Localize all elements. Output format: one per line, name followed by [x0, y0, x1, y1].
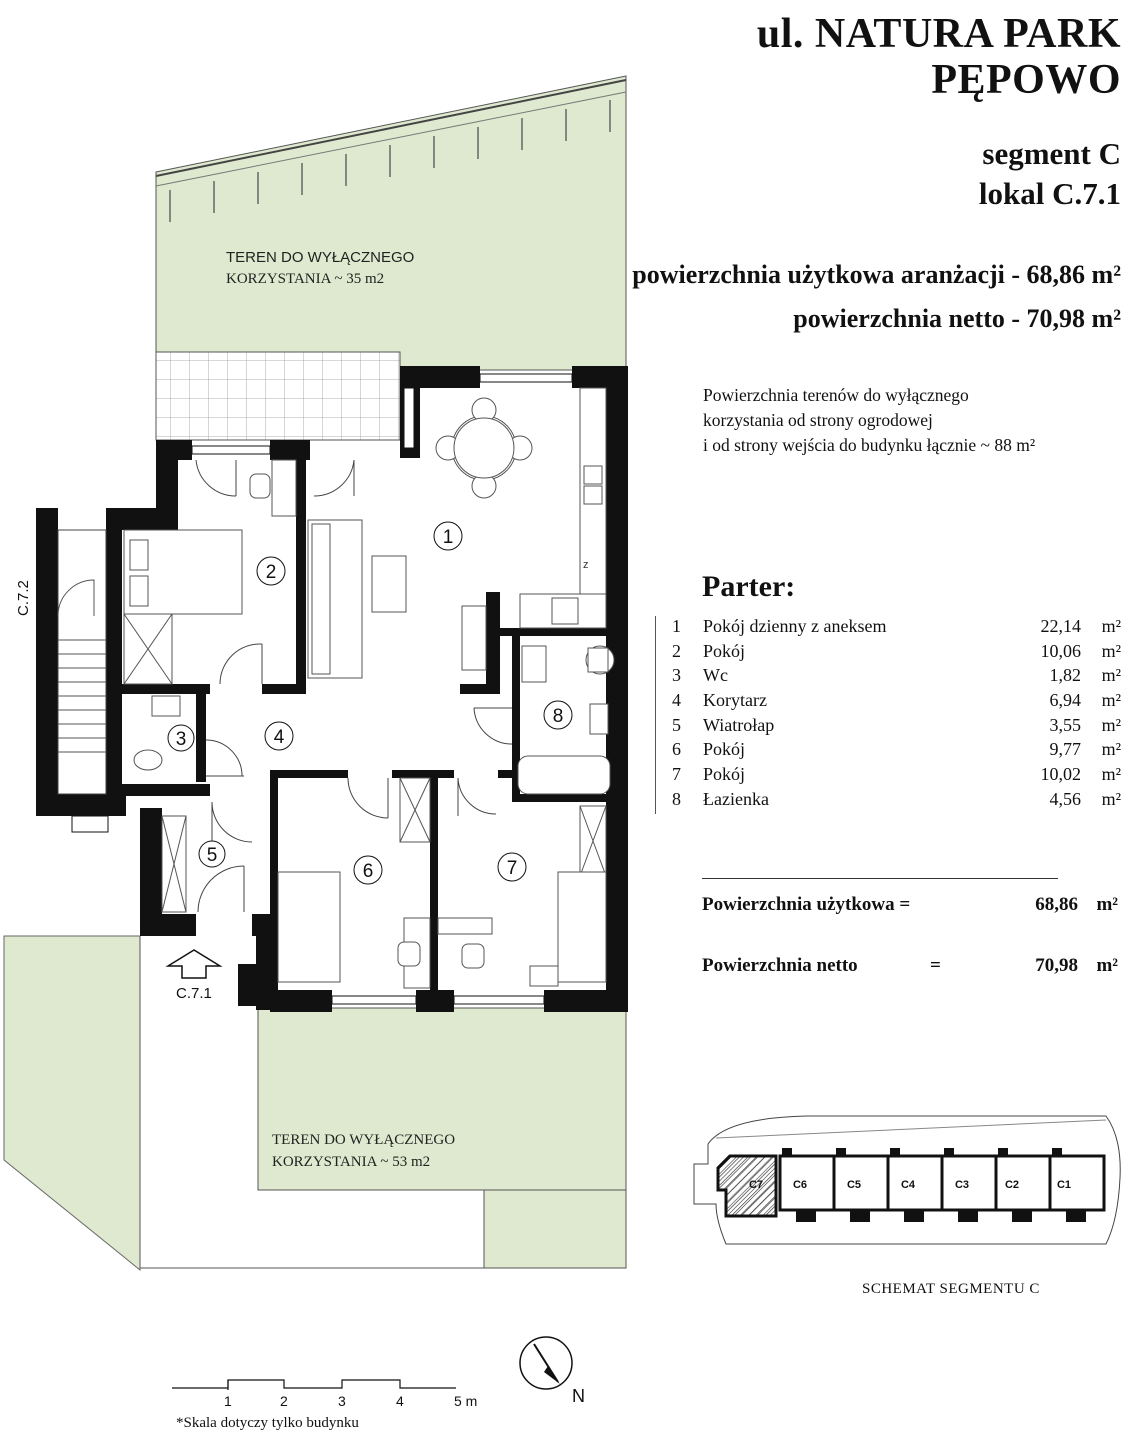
room-number-8: 8 — [552, 706, 564, 727]
room-number-6: 6 — [362, 861, 374, 882]
schema-segment-c5: C5 — [846, 1179, 862, 1191]
room-row: 5 Wiatrołap 3,55 m² — [672, 714, 1121, 735]
totals-divider — [702, 878, 1058, 879]
floor-heading: Parter: — [702, 570, 796, 603]
scale-bar — [172, 1380, 456, 1390]
entrance-arrow-icon — [168, 950, 220, 978]
note-line-1: Powierzchnia terenów do wyłącznego — [703, 385, 969, 405]
schema-label: SCHEMAT SEGMENTU C — [862, 1281, 1040, 1297]
street-title: ul. NATURA PARK — [756, 11, 1121, 57]
garden-top-label-2: KORZYSTANIA ~ 35 m2 — [226, 271, 385, 287]
room-number-2: 2 — [265, 562, 277, 583]
room-row: 4 Korytarz 6,94 m² — [672, 690, 1121, 711]
garden-bottom-label-1: TEREN DO WYŁĄCZNEGO — [272, 1132, 456, 1148]
terrace — [156, 352, 400, 440]
schema-segment-c7: C7 — [748, 1179, 764, 1191]
room-row: 1 Pokój dzienny z aneksem 22,14 m² — [672, 616, 1121, 636]
usable-area-arrangement: powierzchnia użytkowa aranżacji - 68,86 m² — [632, 260, 1121, 289]
segment-schema — [686, 1108, 1126, 1248]
unit-label: lokal C.7.1 — [978, 176, 1121, 211]
scale-tick-4: 4 — [396, 1393, 404, 1409]
room-row: 6 Pokój 9,77 m² — [672, 739, 1121, 760]
garden-top — [156, 76, 626, 370]
room-number-4: 4 — [273, 727, 285, 748]
scale-tick-3: 3 — [338, 1393, 346, 1409]
room-row: 7 Pokój 10,02 m² — [672, 764, 1121, 785]
scale-tick-5: 5 m — [454, 1393, 478, 1409]
segment-label: segment C — [982, 136, 1121, 171]
entrance-label: C.7.1 — [176, 985, 212, 1002]
room-number-7: 7 — [506, 858, 518, 879]
schema-segment-c3: C3 — [954, 1179, 970, 1191]
net-area: powierzchnia netto - 70,98 m² — [793, 304, 1121, 333]
scale-tick-2: 2 — [280, 1393, 288, 1409]
schema-segment-c1: C1 — [1056, 1179, 1072, 1191]
schema-segment-c2: C2 — [1004, 1179, 1020, 1191]
scale-tick-1: 1 — [224, 1393, 232, 1409]
neighbor-unit-label: C.7.2 — [15, 580, 32, 616]
garden-bottom-label-2: KORZYSTANIA ~ 53 m2 — [272, 1154, 431, 1170]
garden-top-label-1: TEREN DO WYŁĄCZNEGO — [226, 249, 415, 266]
garden-bottom-left — [4, 936, 140, 1270]
schema-segment-c4: C4 — [900, 1179, 916, 1191]
city-title: PĘPOWO — [931, 57, 1121, 103]
room-row: 2 Pokój 10,06 m² — [672, 640, 1121, 661]
exclusive-area-note — [703, 383, 1123, 458]
scale-note: *Skala dotyczy tylko budynku — [176, 1415, 359, 1431]
fridge-mark: z — [583, 559, 589, 571]
room-row: 3 Wc 1,82 m² — [672, 665, 1121, 686]
note-line-2: korzystania od strony ogrodowej — [703, 410, 933, 430]
room-number-3: 3 — [175, 729, 187, 750]
room-number-1: 1 — [442, 527, 454, 548]
room-row: 8 Łazienka 4,56 m² — [672, 788, 1121, 809]
note-line-3: i od strony wejścia do budynku łącznie ~ 88 m² — [703, 435, 1036, 455]
north-label: N — [572, 1386, 585, 1406]
north-arrow-icon — [520, 1337, 572, 1389]
room-list — [655, 616, 1121, 814]
schema-segment-c6: C6 — [792, 1179, 808, 1191]
room-number-5: 5 — [206, 845, 218, 866]
